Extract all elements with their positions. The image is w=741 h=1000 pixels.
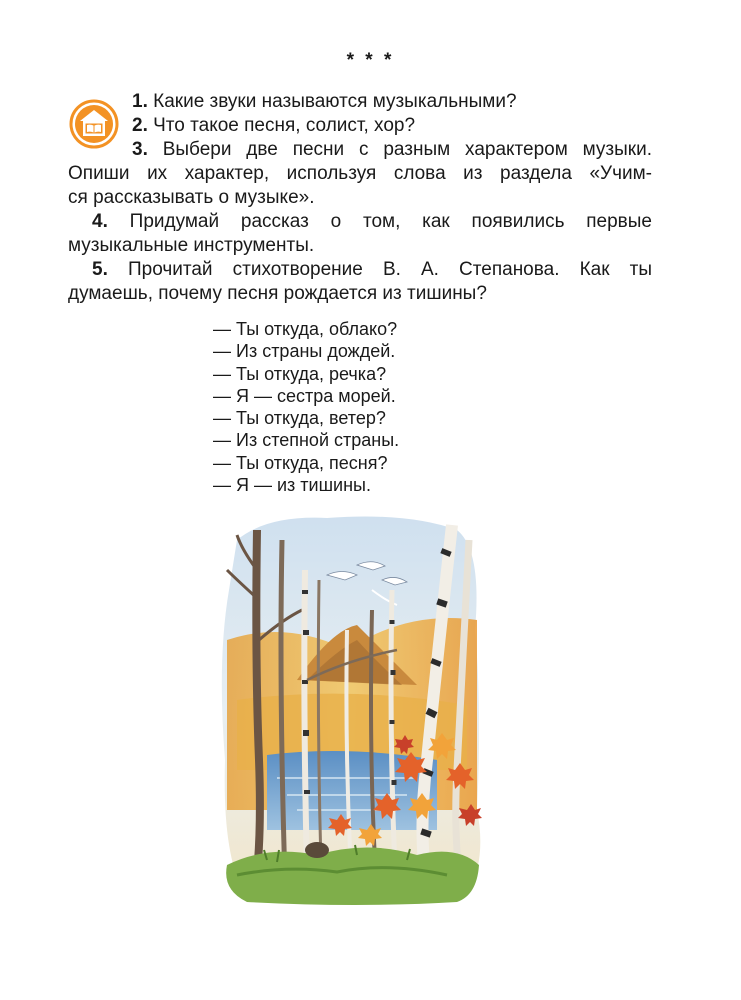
question-3 xyxy=(68,138,652,210)
poem-line: — Из степной страны. xyxy=(213,430,400,451)
question-line: музыкальные инструменты. xyxy=(68,235,315,256)
question-5 xyxy=(68,258,652,306)
question-number: 1. xyxy=(132,91,148,112)
question-number: 3. xyxy=(132,139,148,160)
question-number: 5. xyxy=(92,259,108,280)
poem xyxy=(213,318,399,496)
question-text: Какие звуки называются музыкальными? xyxy=(153,91,517,112)
question-text: Прочитай стихотворение В. А. Степанова. Как ты xyxy=(127,259,652,280)
question-line xyxy=(68,138,652,162)
question-4 xyxy=(68,210,652,258)
question-line: Опиши их характер, используя слова из раздела «Учим- xyxy=(68,163,652,184)
autumn-forest-illustration xyxy=(207,510,497,905)
question-line: думаешь, почему песня рождается из тишины? xyxy=(68,283,487,304)
question-line xyxy=(68,210,652,234)
poem-line: — Я — из тишины. xyxy=(213,475,371,496)
poem-line: — Я — сестра морей. xyxy=(213,385,396,406)
question-1 xyxy=(68,90,652,114)
poem-line: — Ты откуда, облако? xyxy=(213,319,398,339)
poem-line: — Из страны дождей. xyxy=(213,341,396,362)
question-text: Придумай рассказ о том, как появились первые xyxy=(129,211,652,232)
question-number: 4. xyxy=(92,211,108,232)
section-divider-stars: * * * xyxy=(346,50,395,71)
question-2 xyxy=(68,114,652,138)
question-line xyxy=(68,258,652,282)
questions-block xyxy=(68,90,652,306)
poem-line: — Ты откуда, ветер? xyxy=(213,408,386,429)
question-number: 2. xyxy=(132,115,148,136)
question-line: ся рассказывать о музыке». xyxy=(68,187,315,208)
question-text: Выбери две песни с разным характером музыки. xyxy=(162,139,653,160)
question-text: Что такое песня, солист, хор? xyxy=(153,115,416,136)
poem-line: — Ты откуда, песня? xyxy=(213,452,388,473)
poem-line: — Ты откуда, речка? xyxy=(213,363,387,384)
